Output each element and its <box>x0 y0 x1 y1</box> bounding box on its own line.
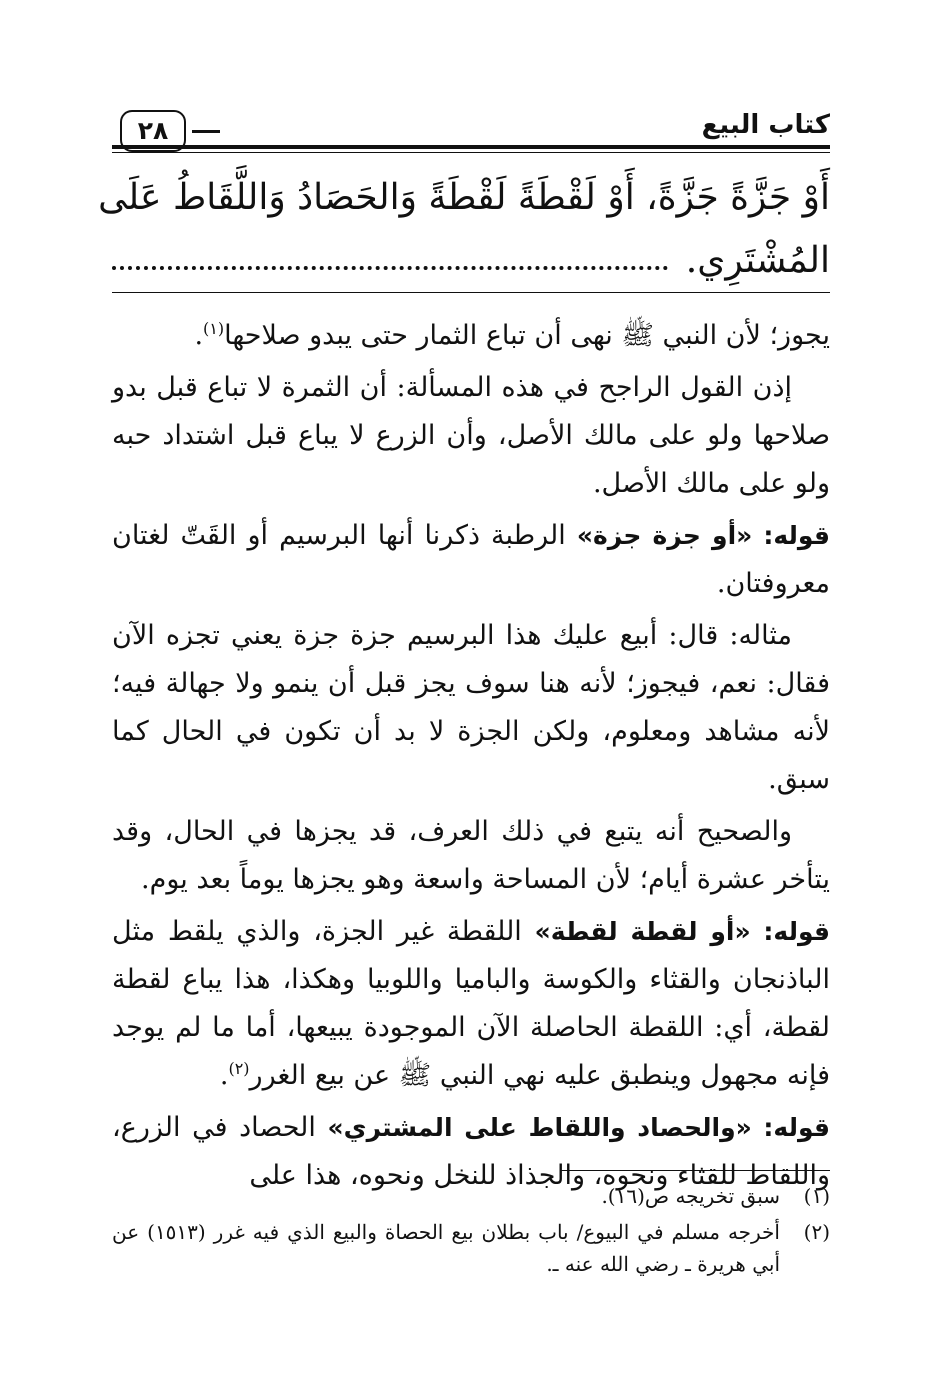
paragraph-7-text: الحصاد في الزرع، واللقاط للقثاء ونحوه، والجذاذ للنخل ونحوه، هذا على <box>112 1112 830 1191</box>
paragraph-4: مثاله: قال: أبيع عليك هذا البرسيم جزة جزة يعني تجزه الآن فقال: نعم، فيجوز؛ لأنه هنا سوف يجز قبل أن ينمو ولا جهالة فيه؛ لأنه مشاهد ومعلوم، ولكن الجزة لا بد أن تكون في الحال كما سبق. <box>112 620 830 795</box>
matn-line-1: أَوْ جَزَّةً جَزَّةً، أَوْ لَقْطَةً لَقْطَةً وَالحَصَادُ وَاللَّقَاطُ عَلَى <box>98 177 830 218</box>
footnote-divider <box>560 1170 830 1171</box>
paragraph-6: قوله: «أو لقطة لقطة» اللقطة غير الجزة، والذي يلقط مثل الباذنجان والقثاء والكوسة والباميا واللوبيا وهكذا، هذا يباع لقطة لقطة، أي: اللقطة الحاصلة الآن الموجودة يبيعها، أما ما لم يوجد فإنه مجهول وينطبق عليه نهي النبي ﷺ عن بيع الغرر$^{(٢)}$. <box>112 916 831 1091</box>
paragraph-3-text: الرطبة ذكرنا أنها البرسيم أو القَتّ لغتان معروفتان. <box>112 520 830 599</box>
paragraph-1: يجوز؛ لأن النبي ﷺ نهى أن تباع الثمار حتى يبدو صلاحها$^{(١)}$. <box>194 319 830 351</box>
page-header <box>112 108 830 158</box>
footnote-item <box>112 1216 830 1280</box>
qawluh-label-1: قوله: <box>763 521 830 550</box>
footnotes <box>112 1180 830 1284</box>
footnote-ref-1: (١) <box>203 319 225 338</box>
paragraph-2: إذن القول الراجح في هذه المسألة: أن الثمرة لا تباع قبل بدو صلاحها ولو على مالك الأصل، وأن الزرع لا يباع قبل اشتداد حبه ولو على مالك الأصل. <box>112 372 830 499</box>
matn-divider <box>112 292 830 293</box>
commentary-text <box>112 312 830 1204</box>
qawluh-label-3: قوله: <box>763 1113 830 1142</box>
quoted-phrase-3: «والحصاد واللقاط على المشتري» <box>327 1113 752 1142</box>
footnote-item <box>112 1180 830 1212</box>
book-title: كتاب البيع <box>701 110 830 140</box>
paragraph-5: والصحيح أنه يتبع في ذلك العرف، قد يجزها في الحال، وقد يتأخر عشرة أيام؛ لأن المساحة واسعة وهو يجزها يوماً بعد يوم. <box>112 816 830 895</box>
quoted-phrase-2: «أو لقطة لقطة» <box>534 917 751 946</box>
footnote-text: سبق تخريجه ص(١٦). <box>601 1184 780 1208</box>
matn-line-2-text: المُشْتَرِي. <box>685 240 830 281</box>
footnote-text: أخرجه مسلم في البيوع/ باب بطلان بيع الحصاة والبيع الذي فيه غرر (١٥١٣) عن أبي هريرة ـ رضي الله عنه ـ. <box>112 1220 780 1276</box>
matn-line-2 <box>112 230 830 292</box>
matn-dots <box>112 266 668 270</box>
matn-text <box>98 168 830 292</box>
header-rule-thin <box>112 152 830 153</box>
footnote-ref-2: (٢) <box>228 1059 250 1078</box>
quoted-phrase-1: «أو جزة جزة» <box>576 521 753 550</box>
paragraph-1-text: يجوز؛ لأن النبي ﷺ نهى أن تباع الثمار حتى يبدو صلاحها <box>224 320 830 351</box>
page-number: ٢٨ <box>120 110 186 152</box>
paragraph-3 <box>112 512 830 608</box>
footnote-number: (٢) <box>803 1220 830 1244</box>
footnote-number: (١) <box>803 1184 830 1208</box>
paragraph-6-text: اللقطة غير الجزة، والذي يلقط مثل الباذنجان والقثاء والكوسة والباميا واللوبيا وهكذا، هذا يباع لقطة لقطة، أي: اللقطة الحاصلة الآن الموجودة يبيعها، أما ما لم يوجد فإنه مجهول وينطبق عليه نهي النبي ﷺ عن بيع الغرر <box>112 916 830 1091</box>
header-rule-thick <box>112 145 830 149</box>
qawluh-label-2: قوله: <box>763 917 831 946</box>
page-number-connector <box>192 130 220 133</box>
